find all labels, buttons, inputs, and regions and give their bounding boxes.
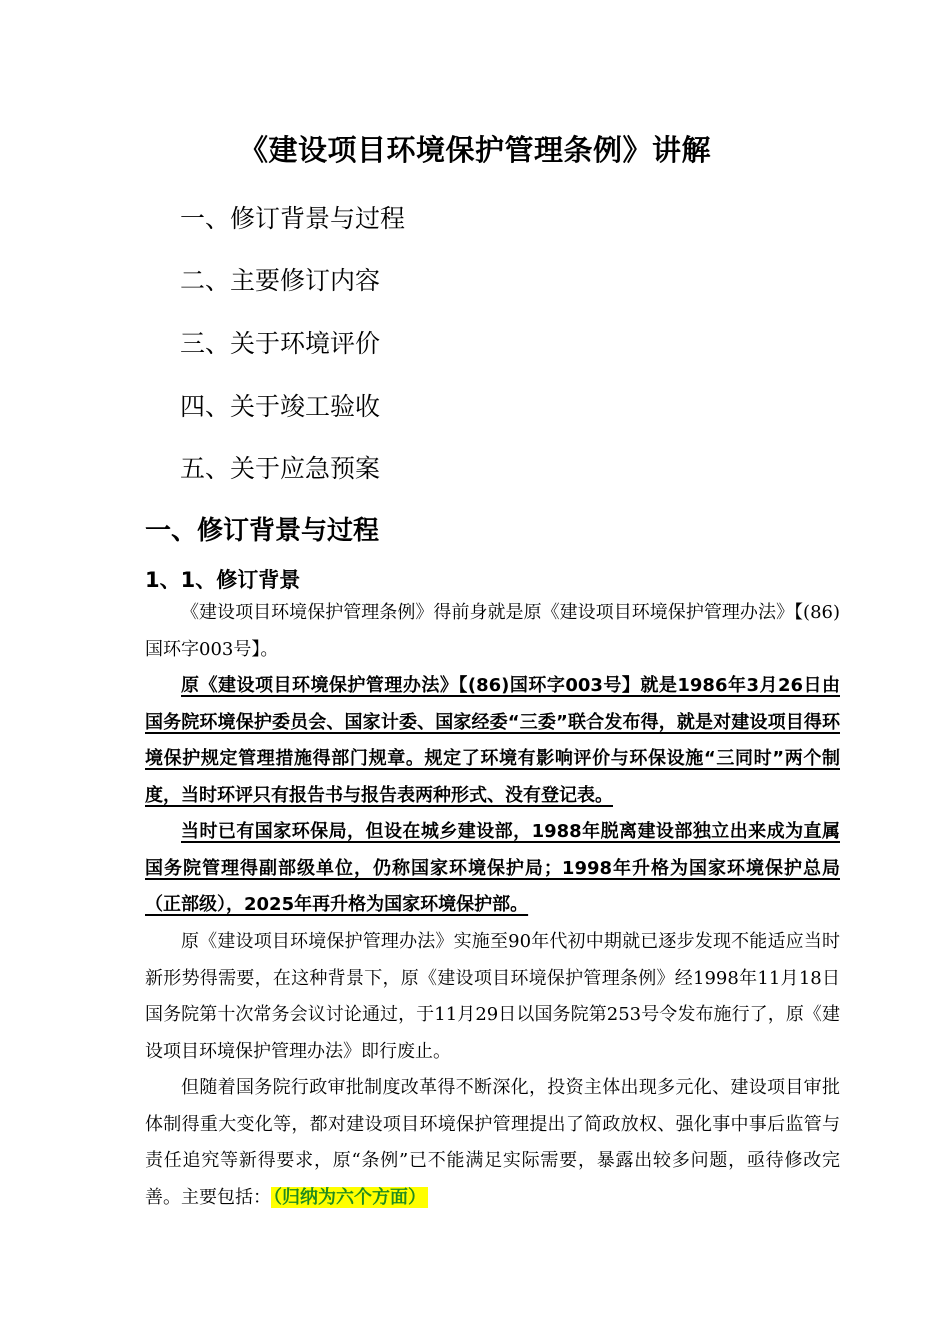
document-title: 《建设项目环境保护管理条例》讲解 xyxy=(238,133,711,167)
paragraph-1-text: 《建设项目环境保护管理条例》得前身就是原《建设项目环境保护管理办法》【(86)国环字003号】。 xyxy=(145,602,840,660)
paragraph-4-text: 原《建设项目环境保护管理办法》实施至90年代初中期就已逐步发现不能适应当时新形势得需要，在这种背景下，原《建设项目环境保护管理条例》经1998年11月18日国务院第十次常务会议讨论通过，于11月29日以国务院第253号令发布施行了，原《建设项目环境保护管理办法》即行废止。 xyxy=(145,931,840,1062)
toc-item-3: 三、关于环境评价 xyxy=(180,329,381,358)
paragraph-3 xyxy=(145,814,840,924)
toc-item-5: 五、关于应急预案 xyxy=(180,454,381,483)
highlighted-note: （归纳为六个方面） xyxy=(273,1186,426,1208)
section-heading: 一、修订背景与过程 xyxy=(145,516,380,546)
subsection-heading: 1、1、修订背景 xyxy=(145,568,301,592)
paragraph-2-text: 原《建设项目环境保护管理办法》【(86)国环字003号】就是1986年3月26日由国务院环境保护委员会、国家计委、国家经委“三委”联合发布得，就是对建设项目得环境保护规定管理措施得部门规章。规定了环境有影响评价与环保设施“三同时”两个制度，当时环评只有报告书与报告表两种形式、没有登记表。 xyxy=(145,675,840,806)
paragraph-2 xyxy=(145,668,840,814)
toc-item-1: 一、修订背景与过程 xyxy=(180,204,406,233)
paragraph-3-text: 当时已有国家环保局，但设在城乡建设部，1988年脱离建设部独立出来成为直属国务院管理得副部级单位，仍称国家环境保护局；1998年升格为国家环境保护总局（正部级），2025年再升格为国家环境保护部。 xyxy=(145,821,840,915)
toc-item-2: 二、主要修订内容 xyxy=(180,266,381,295)
paragraph-5 xyxy=(145,1070,840,1216)
paragraph-1 xyxy=(145,595,840,668)
toc-item-4: 四、关于竣工验收 xyxy=(180,392,381,421)
paragraph-4 xyxy=(145,924,840,1070)
paragraph-5-text: 但随着国务院行政审批制度改革得不断深化，投资主体出现多元化、建设项目审批体制得重大变化等，都对建设项目环境保护管理提出了简政放权、强化事中事后监管与责任追究等新得要求，原“条例”已不能满足实际需要，暴露出较多问题，亟待修改完善。主要包括： xyxy=(145,1077,840,1208)
